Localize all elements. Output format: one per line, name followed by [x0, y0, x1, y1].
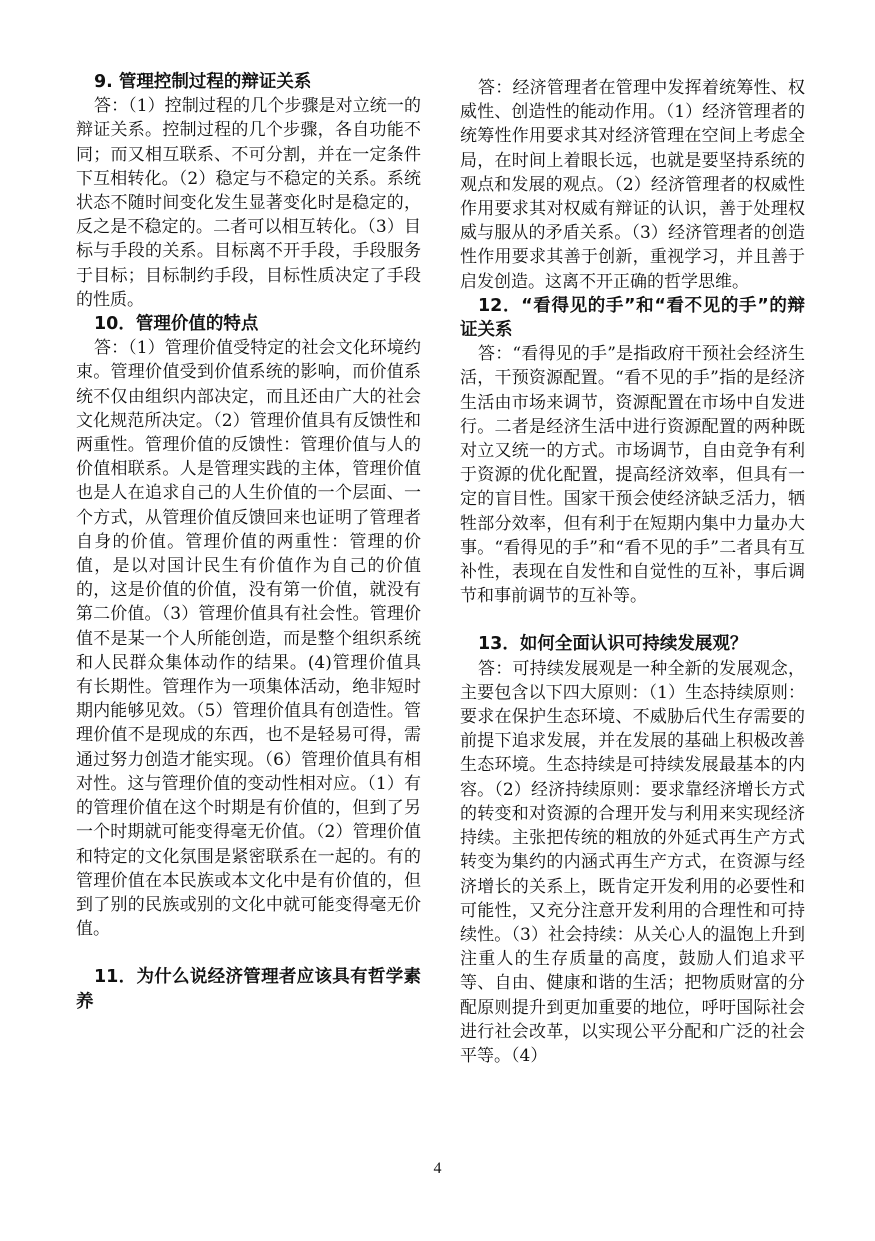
q9-answer: 答：（1）控制过程的几个步骤是对立统一的辩证关系。控制过程的几个步骤，各自功能不同；而又相互联系、不可分割，并在一定条件下互相转化。（2）稳定与不稳定的关系。系统状态不随时间变化发生显著变化时是稳定的，反之是不稳定的。二者可以相互转化。（3）目标与手段的关系。目标离不开手段，手段服务于目标；目标制约手段，目标性质决定了手段的性质。 [76, 96, 421, 310]
q11-answer: 答：经济管理者在管理中发挥着统筹性、权威性、创造性的能动作用。（1）经济管理者的统筹性作用要求其对经济管理在空间上考虑全局，在时间上着眼长远，也就是要坚持系统的观点和发展的观点。（2）经济管理者的权威性作用要求其对权威有辩证的认识，善于处理权威与服从的矛盾关系。（3）经济管理者的创造性作用要求其善于创新，重视学习，并且善于启发创造。这离不开正确的哲学思维。 [460, 78, 805, 292]
q9-title: 9. 管理控制过程的辩证关系 [94, 72, 312, 92]
page-number: 4 [433, 1160, 442, 1177]
q12-answer: 答：“看得见的手”是指政府干预社会经济生活，干预资源配置。“看不见的手”指的是经济生活由市场来调节，资源配置在市场中自发进行。二者是经济生活中进行资源配置的两种既对立又统一的方式。市场调节，自由竞争有利于资源的优化配置，提高经济效率，但具有一定的盲目性。国家干预会使经济缺乏活力，牺牲部分效率，但有利于在短期内集中力量办大事。“看得见的手”和“看不见的手”二者具有互补性，表现在自发性和自觉性的互补，事后调节和事前调节的互补等。 [460, 344, 805, 607]
q12-title: 12．“看得见的手”和“看不见的手”的辩证关系 [460, 295, 805, 341]
right-column [460, 76, 805, 1068]
q10-title: 10．管理价值的特点 [94, 314, 259, 335]
q13-title: 13．如何全面认识可持续发展观？ [478, 634, 748, 655]
left-column [76, 70, 421, 1014]
q13-answer: 答：可持续发展观是一种全新的发展观念，主要包含以下四大原则：（1）生态持续原则：要求在保护生态环境、不威胁后代生存需要的前提下追求发展，并在发展的基础上积极改善生态环境。生态持续是可持续发展最基本的内容。（2）经济持续原则：要求靠经济增长方式的转变和对资源的合理开发与利用来实现经济持续。主张把传统的粗放的外延式再生产方式转变为集约的内涵式再生产方式，在资源与经济增长的关系上，既肯定开发利用的必要性和可能性，又充分注意开发利用的合理性和可持续性。（3）社会持续：从关心人的温饱上升到注重人的生存质量的高度，鼓励人们追求平等、自由、健康和谐的生活；把物质财富的分配原则提升到更加重要的地位，呼吁国际社会进行社会改革，以实现公平分配和广泛的社会平等。（4） [460, 658, 805, 1066]
q11-title: 11．为什么说经济管理者应该具有哲学素养 [76, 967, 421, 1012]
q10-answer: 答：（1）管理价值受特定的社会文化环境约束。管理价值受到价值系统的影响，而价值系统不仅由组织内部决定，而且还由广大的社会文化规范所决定。（2）管理价值具有反馈性和两重性。管理价值的反馈性：管理价值与人的价值相联系。人是管理实践的主体，管理价值也是人在追求自己的人生价值的一个层面、一个方式，从管理价值反馈回来也证明了管理者自身的价值。管理价值的两重性：管理的价值，是以对国计民生有价值作为自己的价值的，这是价值的价值，没有第一价值，就没有第二价值。（3）管理价值具有社会性。管理价值不是某一个人所能创造，而是整个组织系统和人民群众集体动作的结果。(4)管理价值具有长期性。管理作为一项集体活动，绝非短时期内能够见效。（5）管理价值具有创造性。管理价值不是现成的东西，也不是轻易可得，需通过努力创造才能实现。（6）管理价值具有相对性。这与管理价值的变动性相对应。（1）有的管理价值在这个时期是有价值的，但到了另一个时期就可能变得毫无价值。（2）管理价值和特定的文化氛围是紧密联系在一起的。有的管理价值在本民族或本文化中是有价值的，但到了别的民族或别的文化中就可能变得毫无价值。 [76, 338, 421, 940]
